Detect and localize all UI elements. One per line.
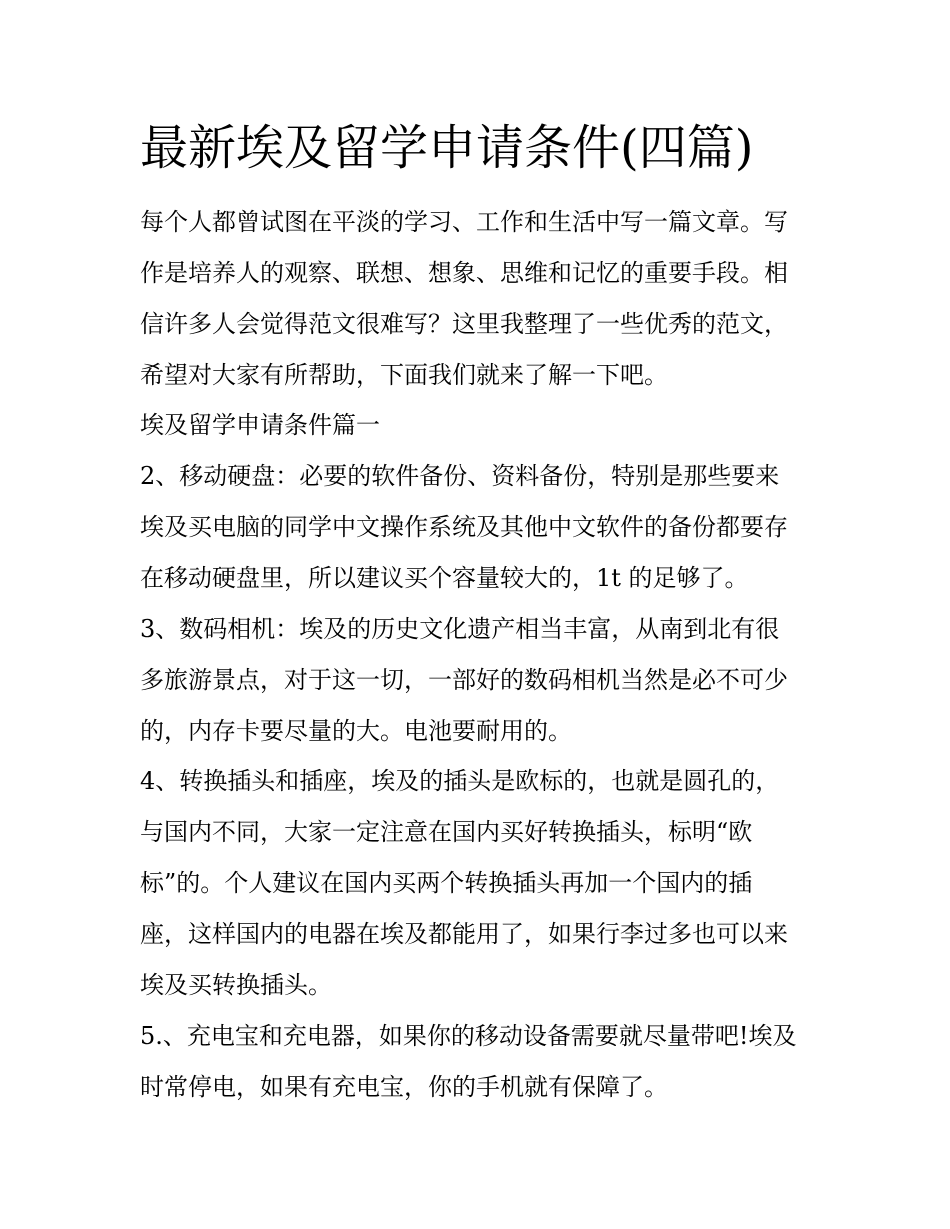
item-3-line-1: 3、数码相机：埃及的历史文化遗产相当丰富，从南到北有很 [140, 615, 780, 643]
item-5-line-2: 时常停电，如果有充电宝，你的手机就有保障了。 [140, 1073, 668, 1101]
item-3-line-3: 的，内存卡要尽量的大。电池要耐用的。 [140, 717, 572, 745]
intro-paragraph-line-2: 作是培养人的观察、联想、想象、思维和记忆的重要手段。相 [140, 259, 788, 287]
item-4-line-2: 与国内不同，大家一定注意在国内买好转换插头，标明“欧 [140, 818, 753, 846]
item-2-line-3: 在移动硬盘里，所以建议买个容量较大的，1t 的足够了。 [140, 564, 749, 592]
item-2-line-2: 埃及买电脑的同学中文操作系统及其他中文软件的备份都要存 [140, 513, 788, 541]
item-3-line-2: 多旅游景点，对于这一切，一部好的数码相机当然是必不可少 [140, 666, 788, 694]
item-2-line-1: 2、移动硬盘：必要的软件备份、资料备份，特别是那些要来 [140, 462, 780, 490]
intro-paragraph-line-3: 信许多人会觉得范文很难写？这里我整理了一些优秀的范文， [140, 310, 788, 338]
intro-paragraph-line-1: 每个人都曾试图在平淡的学习、工作和生活中写一篇文章。写 [140, 208, 788, 236]
section-heading-part-one: 埃及留学申请条件篇一 [140, 411, 380, 439]
item-4-line-4: 座，这样国内的电器在埃及都能用了，如果行李过多也可以来 [140, 920, 788, 948]
document-title: 最新埃及留学申请条件(四篇) [140, 120, 754, 176]
item-4-line-3: 标”的。个人建议在国内买两个转换插头再加一个国内的插 [140, 869, 753, 897]
item-4-line-1: 4、转换插头和插座，埃及的插头是欧标的，也就是圆孔的， [140, 767, 780, 795]
intro-paragraph-line-4: 希望对大家有所帮助，下面我们就来了解一下吧。 [140, 361, 668, 389]
item-4-line-5: 埃及买转换插头。 [140, 971, 332, 999]
item-5-line-1: 5.、充电宝和充电器，如果你的移动设备需要就尽量带吧!埃及 [140, 1022, 797, 1050]
